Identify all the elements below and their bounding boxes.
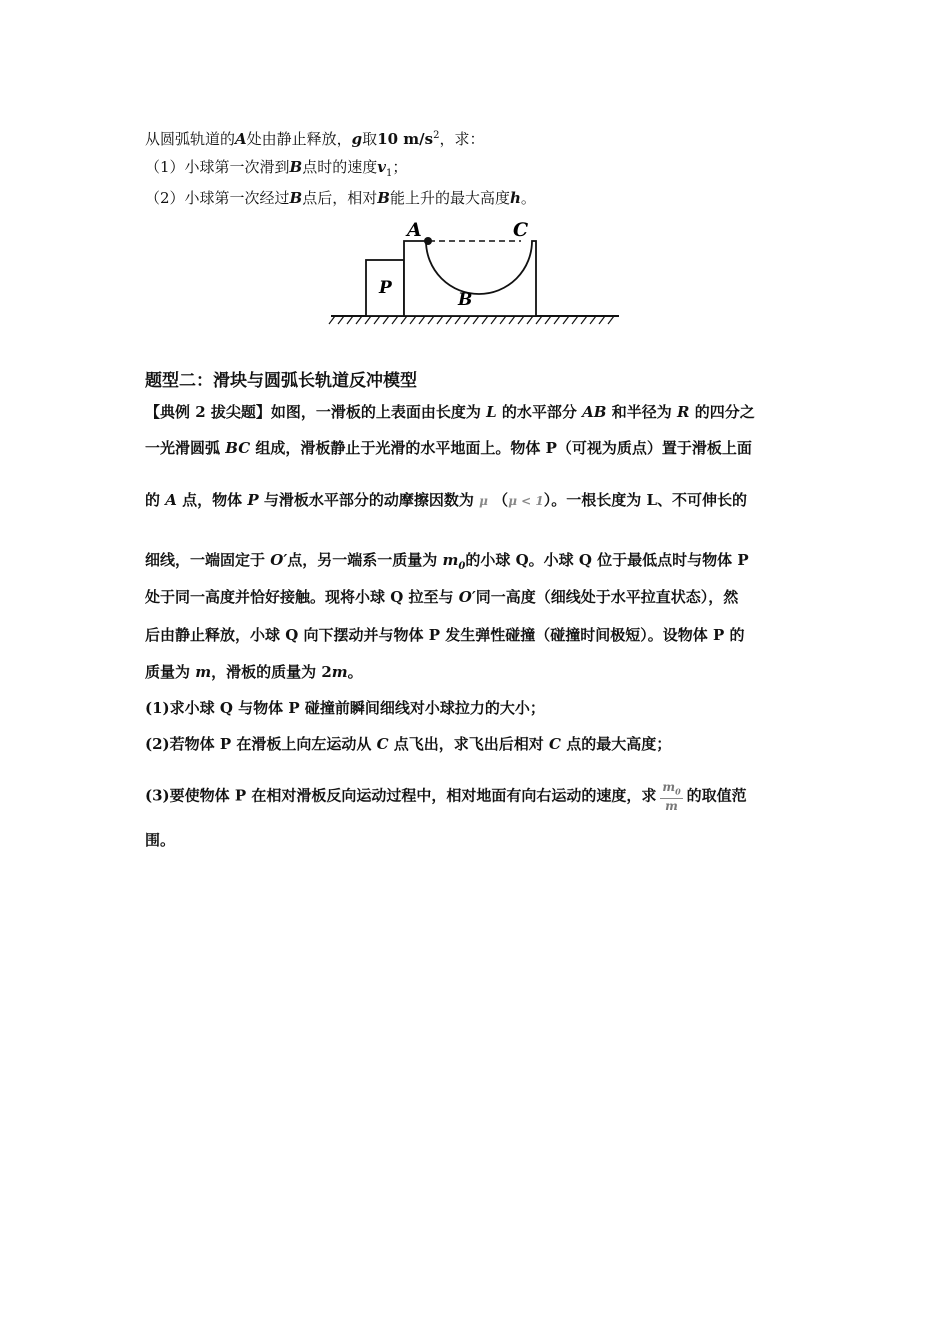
question-1 [145,698,545,718]
ball [424,237,432,245]
text: （2）小球第一次经过 [145,189,290,207]
symbol-c: C [376,735,389,753]
symbol-l: L [646,491,658,509]
text: 。 [520,189,536,207]
point-b: B [289,189,303,207]
problem1-q1 [145,157,407,184]
text: ）。一根长度为 [543,491,642,509]
track-figure [325,215,625,330]
symbol-m: m [195,663,212,681]
example-tag: 【典例 2 拔尖题】 [145,403,271,421]
symbol-l: L [486,403,497,421]
fraction-denominator: m [665,799,678,814]
text: 的四分之 [694,403,755,421]
text: 的小球 Q。小球 Q 位于最低点时与物体 P [465,551,749,569]
question-2 [145,734,671,754]
text: 围。 [145,831,176,849]
text: 质量为 [145,663,191,681]
text: （ [493,491,509,509]
fraction-numerator: m [662,780,676,794]
symbol-o-prime: O′ [458,588,476,606]
question-3 [145,780,747,813]
v-symbol: v [377,158,386,176]
point-a: A [235,130,247,148]
fraction-m0-over-m [660,780,682,813]
g-value: 10 m/s [377,130,434,148]
example-line-2 [145,438,752,458]
example-line-6 [145,625,744,645]
text: 与滑板水平部分的动摩擦因数为 [263,491,474,509]
text: 一光滑圆弧 [145,439,221,457]
text: 的 [145,491,161,509]
g-symbol: g [351,130,363,148]
section-title: 题型二：滑块与圆弧长轨道反冲模型 [145,371,417,391]
text: 的水平部分 [501,403,577,421]
question-3-end [145,830,175,850]
text: 取 [362,130,378,148]
text: ； [392,158,408,176]
text: ，滑板的质量为 2 [211,663,332,681]
text: 从圆弧轨道的 [145,130,236,148]
symbol-a: A [165,491,177,509]
mu-condition: μ < 1 [508,494,544,508]
text: (2)若物体 P 在滑板上向左运动从 [145,735,372,753]
text: 的取值范 [686,786,747,805]
text: ，求： [439,130,485,148]
problem1-intro-line [145,126,484,149]
text: 点后，相对 [302,189,378,207]
symbol-o-prime: O′ [270,551,288,569]
text: 处由静止释放， [246,130,352,148]
text: 如图，一滑板的上表面由长度为 [270,403,481,421]
symbol-m: m [331,663,348,681]
text: 和半径为 [611,403,672,421]
symbol-r: R [676,403,690,421]
text: 组成，滑板静止于光滑的水平地面上。物体 P（可视为质点）置于滑板上面 [255,439,752,457]
example-line-7 [145,662,363,682]
text: 点，物体 [182,491,243,509]
point-b: B [289,158,303,176]
text: 、不可伸长的 [657,491,748,509]
text: 。 [347,663,363,681]
symbol-p: P [247,491,259,509]
m0-subscript: 0 [458,561,466,572]
text: 处于同一高度并恰好接触。现将小球 Q 拉至与 [145,588,454,606]
example-line-1 [145,402,755,422]
example-line-5 [145,587,738,607]
problem1-q2 [145,188,536,208]
text: 能上升的最大高度 [389,189,510,207]
text: 点飞出，求飞出后相对 [393,735,544,753]
label-b: B [458,290,473,310]
text: 细线，一端固定于 [145,551,266,569]
text: (3)要使物体 P 在相对滑板反向运动过程中，相对地面有向右运动的速度，求 [145,786,657,805]
text: 同一高度（细线处于水平拉直状态），然 [475,588,739,606]
point-b: B [377,189,390,207]
ground-hatch [329,316,614,324]
h-symbol: h [509,189,521,207]
symbol-m0: m [442,551,459,569]
example-line-3 [145,490,747,511]
v-subscript: 1 [385,168,393,179]
text: 后由静止释放，小球 Q 向下摆动并与物体 P 发生弹性碰撞（碰撞时间极短）。设物体 P 的 [145,626,745,644]
g-exponent: 2 [433,130,440,141]
example-line-4 [145,550,749,577]
symbol-bc: BC [225,439,251,457]
text: （1）小球第一次滑到 [145,158,290,176]
symbol-ab: AB [582,403,607,421]
text: 点的最大高度； [566,735,672,753]
label-p: P [379,278,392,298]
label-a: A [407,219,422,241]
text: (1)求小球 Q 与物体 P 碰撞前瞬间细线对小球拉力的大小； [145,699,545,717]
label-c: C [513,219,529,241]
fraction-numerator-subscript: 0 [675,786,681,797]
symbol-c: C [549,735,561,753]
text: 点时的速度 [302,158,378,176]
text: 点，另一端系一质量为 [287,551,438,569]
mu-symbol: μ [479,494,488,508]
